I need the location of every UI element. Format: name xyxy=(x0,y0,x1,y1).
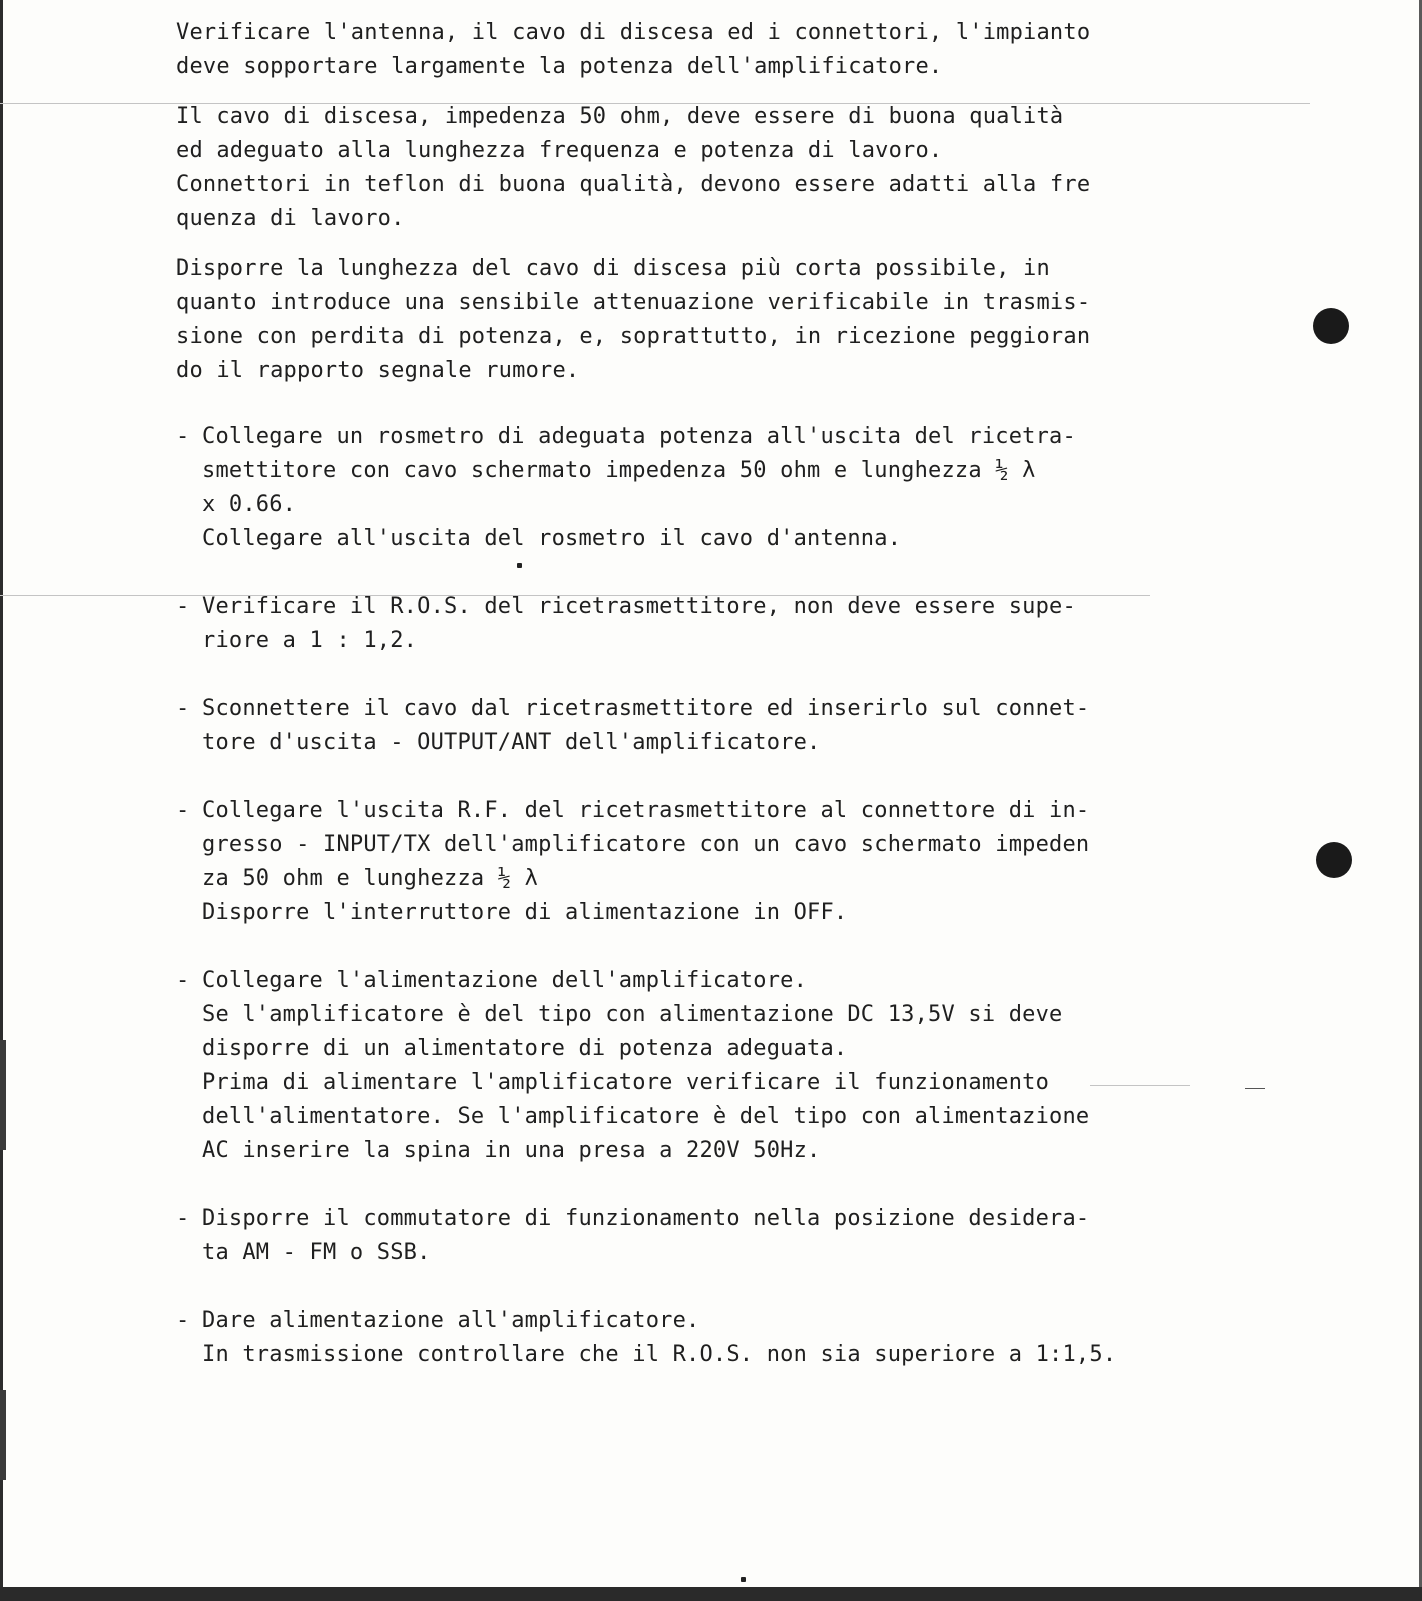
step-text xyxy=(202,692,1206,760)
text-line: do il rapporto segnale rumore. xyxy=(176,358,580,383)
text-line: Collegare l'alimentazione dell'amplificatore. xyxy=(202,968,808,993)
paragraph xyxy=(176,252,1206,388)
step-text xyxy=(202,794,1206,930)
page-bottom-edge xyxy=(0,1587,1422,1601)
text-line: Disporre la lunghezza del cavo di discesa più corta possibile, in xyxy=(176,256,1050,281)
step-text xyxy=(202,964,1206,1168)
text-line: Verificare l'antenna, il cavo di discesa ed i connettori, l'impianto xyxy=(176,20,1091,45)
text-line: quanto introduce una sensibile attenuazione verificabile in trasmis- xyxy=(176,290,1091,315)
text-line: disporre di un alimentatore di potenza adeguata. xyxy=(202,1036,848,1061)
fold-line xyxy=(1245,1088,1265,1089)
text-line: Verificare il R.O.S. del ricetrasmettitore, non deve essere supe- xyxy=(202,594,1076,619)
step-text xyxy=(202,590,1206,658)
text-line: Se l'amplificatore è del tipo con alimentazione DC 13,5V si deve xyxy=(202,1002,1063,1027)
procedure-step xyxy=(176,1202,1206,1270)
text-line: Disporre l'interruttore di alimentazione in OFF. xyxy=(202,900,848,925)
bullet-dash: - xyxy=(176,1308,190,1333)
text-line: dell'alimentatore. Se l'amplificatore è del tipo con alimentazione xyxy=(202,1104,1090,1129)
punch-hole xyxy=(1313,308,1349,344)
procedure-step xyxy=(176,420,1206,556)
paragraph xyxy=(176,16,1206,84)
intro-paragraphs xyxy=(176,16,1206,388)
text-line: za 50 ohm e lunghezza ½ λ xyxy=(202,866,539,891)
punch-hole xyxy=(1316,842,1352,878)
page-left-edge xyxy=(0,0,3,1601)
procedure-step xyxy=(176,794,1206,930)
procedure-step xyxy=(176,692,1206,760)
procedure-step xyxy=(176,964,1206,1168)
text-line: Collegare l'uscita R.F. del ricetrasmettitore al connettore di in- xyxy=(202,798,1090,823)
document-text xyxy=(176,16,1206,1372)
text-line: smettitore con cavo schermato impedenza 50 ohm e lunghezza ½ λ xyxy=(202,458,1036,483)
text-line: deve sopportare largamente la potenza dell'amplificatore. xyxy=(176,54,943,79)
text-line: Il cavo di discesa, impedenza 50 ohm, deve essere di buona qualità xyxy=(176,104,1064,129)
step-text xyxy=(202,1202,1206,1270)
text-line: sione con perdita di potenza, e, soprattutto, in ricezione peggioran xyxy=(176,324,1091,349)
bullet-dash: - xyxy=(176,798,190,823)
paragraph xyxy=(176,100,1206,236)
bullet-dash: - xyxy=(176,696,190,721)
text-line: gresso - INPUT/TX dell'amplificatore con un cavo schermato impeden xyxy=(202,832,1090,857)
text-line: riore a 1 : 1,2. xyxy=(202,628,418,653)
text-line: Connettori in teflon di buona qualità, devono essere adatti alla fre xyxy=(176,172,1091,197)
ink-speck xyxy=(741,1577,746,1582)
text-line: Prima di alimentare l'amplificatore verificare il funzionamento xyxy=(202,1070,1050,1095)
step-text xyxy=(202,1304,1206,1372)
text-line: ta AM - FM o SSB. xyxy=(202,1240,431,1265)
text-line: Collegare all'uscita del rosmetro il cavo d'antenna. xyxy=(202,526,902,551)
procedure-step xyxy=(176,1304,1206,1372)
step-text xyxy=(202,420,1206,556)
text-line: Collegare un rosmetro di adeguata potenza all'uscita del ricetra- xyxy=(202,424,1076,449)
bullet-dash: - xyxy=(176,1206,190,1231)
text-line: AC inserire la spina in una presa a 220V 50Hz. xyxy=(202,1138,821,1163)
text-line: Disporre il commutatore di funzionamento nella posizione desidera- xyxy=(202,1206,1090,1231)
text-line: ed adeguato alla lunghezza frequenza e potenza di lavoro. xyxy=(176,138,943,163)
text-line: x 0.66. xyxy=(202,492,297,517)
text-line: Sconnettere il cavo dal ricetrasmettitore ed inserirlo sul connet- xyxy=(202,696,1090,721)
bullet-dash: - xyxy=(176,968,190,993)
text-line: quenza di lavoro. xyxy=(176,206,405,231)
bullet-dash: - xyxy=(176,594,190,619)
text-line: tore d'uscita - OUTPUT/ANT dell'amplificatore. xyxy=(202,730,821,755)
text-line: Dare alimentazione all'amplificatore. xyxy=(202,1308,700,1333)
text-line: In trasmissione controllare che il R.O.S. non sia superiore a 1:1,5. xyxy=(202,1342,1117,1367)
page-left-edge-mark xyxy=(0,1390,6,1480)
procedure-steps xyxy=(176,420,1206,1372)
bullet-dash: - xyxy=(176,424,190,449)
page-left-edge-mark xyxy=(0,1040,6,1150)
procedure-step xyxy=(176,590,1206,658)
